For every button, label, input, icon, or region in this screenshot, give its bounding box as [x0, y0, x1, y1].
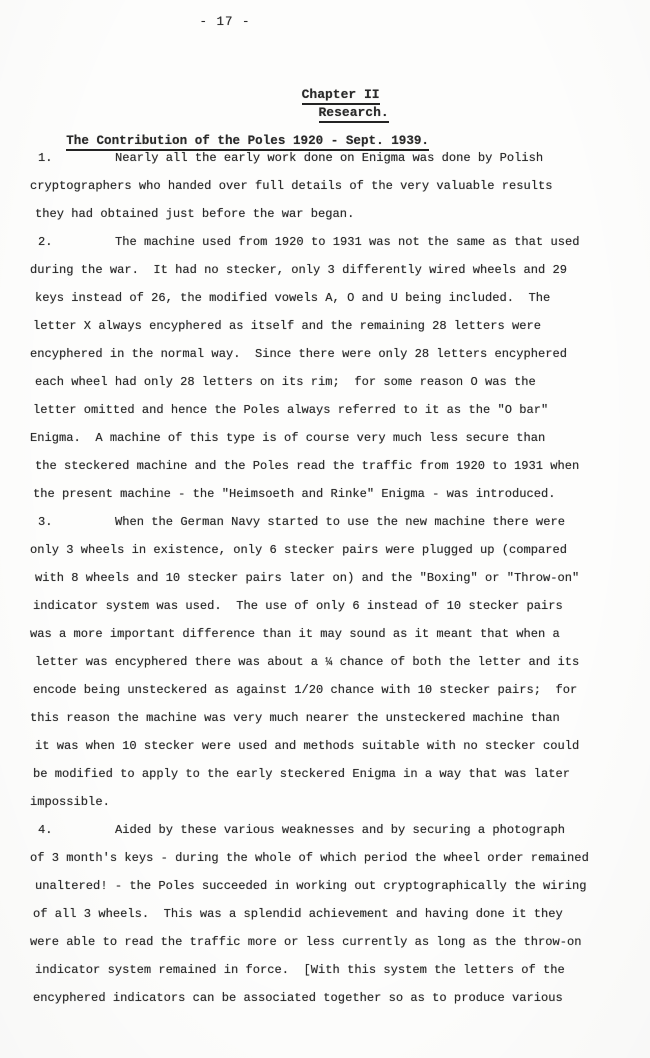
text-line — [33, 508, 616, 536]
page-number: - 17 - — [199, 15, 251, 29]
text-line: the steckered machine and the Poles read the traffic from 1920 to 1931 when — [35, 459, 580, 473]
text-line: with 8 wheels and 10 stecker pairs later on) and the "Boxing" or "Throw-on" — [35, 571, 580, 585]
text-line: was a more important difference than it may sound as it meant that when a — [30, 627, 560, 641]
paragraph-number: 1. — [38, 151, 53, 165]
text-line: encyphered in the normal way. Since there were only 28 letters encyphered — [30, 347, 568, 361]
text-line: this reason the machine was very much nearer the unsteckered machine than — [30, 711, 560, 725]
text-line: indicator system remained in force. [With this system the letters of the — [35, 963, 565, 977]
text-line: they had obtained just before the war began. — [35, 207, 355, 221]
text-line: encyphered indicators can be associated together so as to produce various — [33, 991, 563, 1005]
text-line: the present machine - the "Heimsoeth and Rinke" Enigma - was introduced. — [33, 487, 556, 501]
paragraph-number: 4. — [38, 823, 53, 837]
text-line: impossible. — [30, 795, 110, 809]
chapter-heading-title: Research. — [319, 105, 389, 123]
text-line — [33, 228, 616, 256]
paragraph — [30, 508, 616, 816]
text-line: of 3 month's keys - during the whole of which period the wheel order remained — [30, 851, 589, 865]
text-line: it was when 10 stecker were used and methods suitable with no stecker could — [35, 739, 580, 753]
paragraph-first-line-text: Nearly all the early work done on Enigma was done by Polish — [115, 151, 544, 165]
text-line: indicator system was used. The use of only 6 instead of 10 stecker pairs — [33, 599, 563, 613]
text-line — [33, 816, 616, 844]
paragraph-first-line-text: When the German Navy started to use the new machine there were — [115, 515, 565, 529]
text-line: letter was encyphered there was about a ¼ chance of both the letter and its — [35, 655, 580, 669]
paragraph-first-line-text: The machine used from 1920 to 1931 was not the same as that used — [115, 235, 580, 249]
chapter-heading-number: Chapter II — [302, 87, 380, 105]
text-line: were able to read the traffic more or less currently as long as the throw-on — [30, 935, 582, 949]
paragraphs — [30, 144, 616, 1012]
text-line: unaltered! - the Poles succeeded in working out cryptographically the wiring — [35, 879, 587, 893]
text-line: of all 3 wheels. This was a splendid achievement and having done it they — [33, 907, 563, 921]
paragraph — [30, 816, 616, 1012]
text-line: keys instead of 26, the modified vowels A, O and U being included. The — [35, 291, 551, 305]
section-heading-text: The Contribution of the Poles 1920 - Sept. 1939. — [66, 134, 429, 151]
paragraph — [30, 228, 616, 508]
text-line: each wheel had only 28 letters on its rim; for some reason O was the — [35, 375, 536, 389]
text-line: Enigma. A machine of this type is of course very much less secure than — [30, 431, 546, 445]
text-line: during the war. It had no stecker, only 3 differently wired wheels and 29 — [30, 263, 568, 277]
paragraph-number: 3. — [38, 515, 53, 529]
text-line: cryptographers who handed over full details of the very valuable results — [30, 179, 553, 193]
paragraph-first-line-text: Aided by these various weaknesses and by securing a photograph — [115, 823, 565, 837]
text-line: letter omitted and hence the Poles always referred to it as the "O bar" — [33, 403, 549, 417]
text-line: encode being unsteckered as against 1/20 chance with 10 stecker pairs; for — [33, 683, 578, 697]
text-line: be modified to apply to the early steckered Enigma in a way that was later — [33, 767, 571, 781]
text-line — [33, 144, 616, 172]
paragraph-number: 2. — [38, 235, 53, 249]
text-line: only 3 wheels in existence, only 6 stecker pairs were plugged up (compared — [30, 543, 568, 557]
paragraph — [30, 144, 616, 228]
text-line: letter X always encyphered as itself and the remaining 28 letters were — [33, 319, 542, 333]
